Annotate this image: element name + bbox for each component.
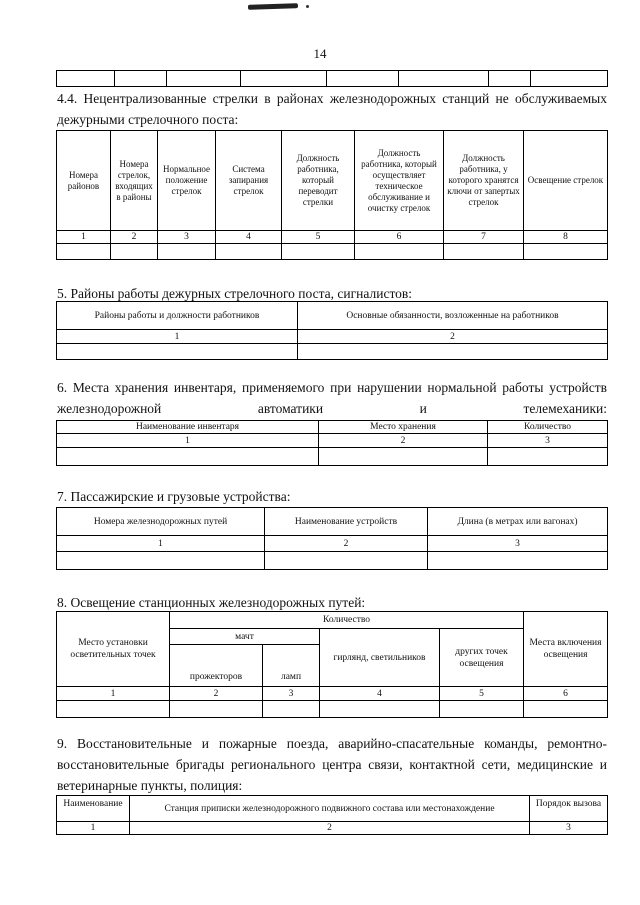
header-track-numbers: Номера железнодорожных путей [57, 508, 265, 536]
table-9 [56, 795, 608, 835]
header-normal-position: Нормальное положение стрелок [158, 131, 216, 231]
column-number: 2 [265, 536, 428, 552]
continuation-table [56, 70, 608, 87]
column-number: 3 [263, 687, 320, 701]
header-switch-on-place: Места включения освещения [524, 612, 608, 687]
column-number: 6 [355, 231, 444, 244]
column-number: 1 [57, 434, 319, 448]
column-number: 2 [298, 330, 608, 344]
table-4-4 [56, 130, 608, 260]
section-8-heading: 8. Освещение станционных железнодорожных путей: [57, 595, 366, 610]
section-7-heading: 7. Пассажирские и грузовые устройства: [57, 489, 291, 504]
column-number: 8 [524, 231, 608, 244]
header-quantity: Количество [170, 612, 524, 629]
column-number: 4 [216, 231, 282, 244]
column-number: 2 [170, 687, 263, 701]
header-locking-system: Система запирания стрелок [216, 131, 282, 231]
table-7 [56, 507, 608, 570]
page-number: 14 [313, 46, 327, 61]
header-light-point-place: Место установки осветительных точек [57, 612, 170, 687]
column-number: 3 [428, 536, 608, 552]
header-masts: мачт [170, 629, 320, 645]
column-number: 1 [57, 687, 170, 701]
header-duties: Основные обязанности, возложенные на работников [298, 302, 608, 330]
header-device-name: Наименование устройств [265, 508, 428, 536]
column-number: 6 [524, 687, 608, 701]
header-operator-position: Должность работника, который переводит стрелки [282, 131, 355, 231]
header-quantity: Количество [488, 421, 608, 434]
column-number: 3 [158, 231, 216, 244]
column-number: 4 [320, 687, 440, 701]
column-number: 3 [530, 822, 608, 835]
header-garlands: гирлянд, светильников [320, 629, 440, 687]
column-number: 5 [440, 687, 524, 701]
column-number: 2 [319, 434, 488, 448]
scan-artifact [248, 3, 298, 10]
section-4-4-heading: 4.4. Нецентрализованные стрелки в районах железнодорожных станций не обслуживаемых дежурными стрелочного поста: [57, 91, 607, 127]
header-switch-numbers: Номера стрелок, входящих в районы [111, 131, 158, 231]
scan-artifact-dot [306, 5, 309, 8]
column-number: 1 [57, 231, 111, 244]
header-work-districts: Районы работы и должности работников [57, 302, 298, 330]
column-number: 2 [130, 822, 530, 835]
column-number: 3 [488, 434, 608, 448]
column-number: 5 [282, 231, 355, 244]
column-number: 1 [57, 822, 130, 835]
column-number: 1 [57, 330, 298, 344]
table-5 [56, 301, 608, 360]
header-station-location: Станция приписки железнодорожного подвижного состава или местонахождение [130, 796, 530, 822]
header-projectors: прожекторов [170, 645, 263, 687]
column-number: 2 [111, 231, 158, 244]
header-call-order: Порядок вызова [530, 796, 608, 822]
table-8 [56, 611, 608, 718]
header-other-points: других точек освещения [440, 629, 524, 687]
column-number: 7 [444, 231, 524, 244]
header-keyholder-position: Должность работника, у которого хранятся ключи от запертых стрелок [444, 131, 524, 231]
header-lamps: ламп [263, 645, 320, 687]
header-switch-lighting: Освещение стрелок [524, 131, 608, 231]
section-9-heading: 9. Восстановительные и пожарные поезда, аварийно-спасательные команды, ремонтно-восстановительные бригады регионального центра связи, контактной сети, медицинские и ветеринарные пункты, полиция: [57, 736, 607, 793]
table-6 [56, 420, 608, 466]
header-inventory-name: Наименование инвентаря [57, 421, 319, 434]
header-storage-place: Место хранения [319, 421, 488, 434]
header-length: Длина (в метрах или вагонах) [428, 508, 608, 536]
header-maintenance-position: Должность работника, который осуществляет техническое обслуживание и очистку стрелок [355, 131, 444, 231]
section-6-heading: 6. Места хранения инвентаря, применяемого при нарушении нормальной работы устройств железнодорожной автоматики и телемеханики: [57, 380, 607, 416]
column-number: 1 [57, 536, 265, 552]
header-name: Наименование [57, 796, 130, 822]
header-district-numbers: Номера районов [57, 131, 111, 231]
section-5-heading: 5. Районы работы дежурных стрелочного поста, сигналистов: [57, 286, 413, 301]
